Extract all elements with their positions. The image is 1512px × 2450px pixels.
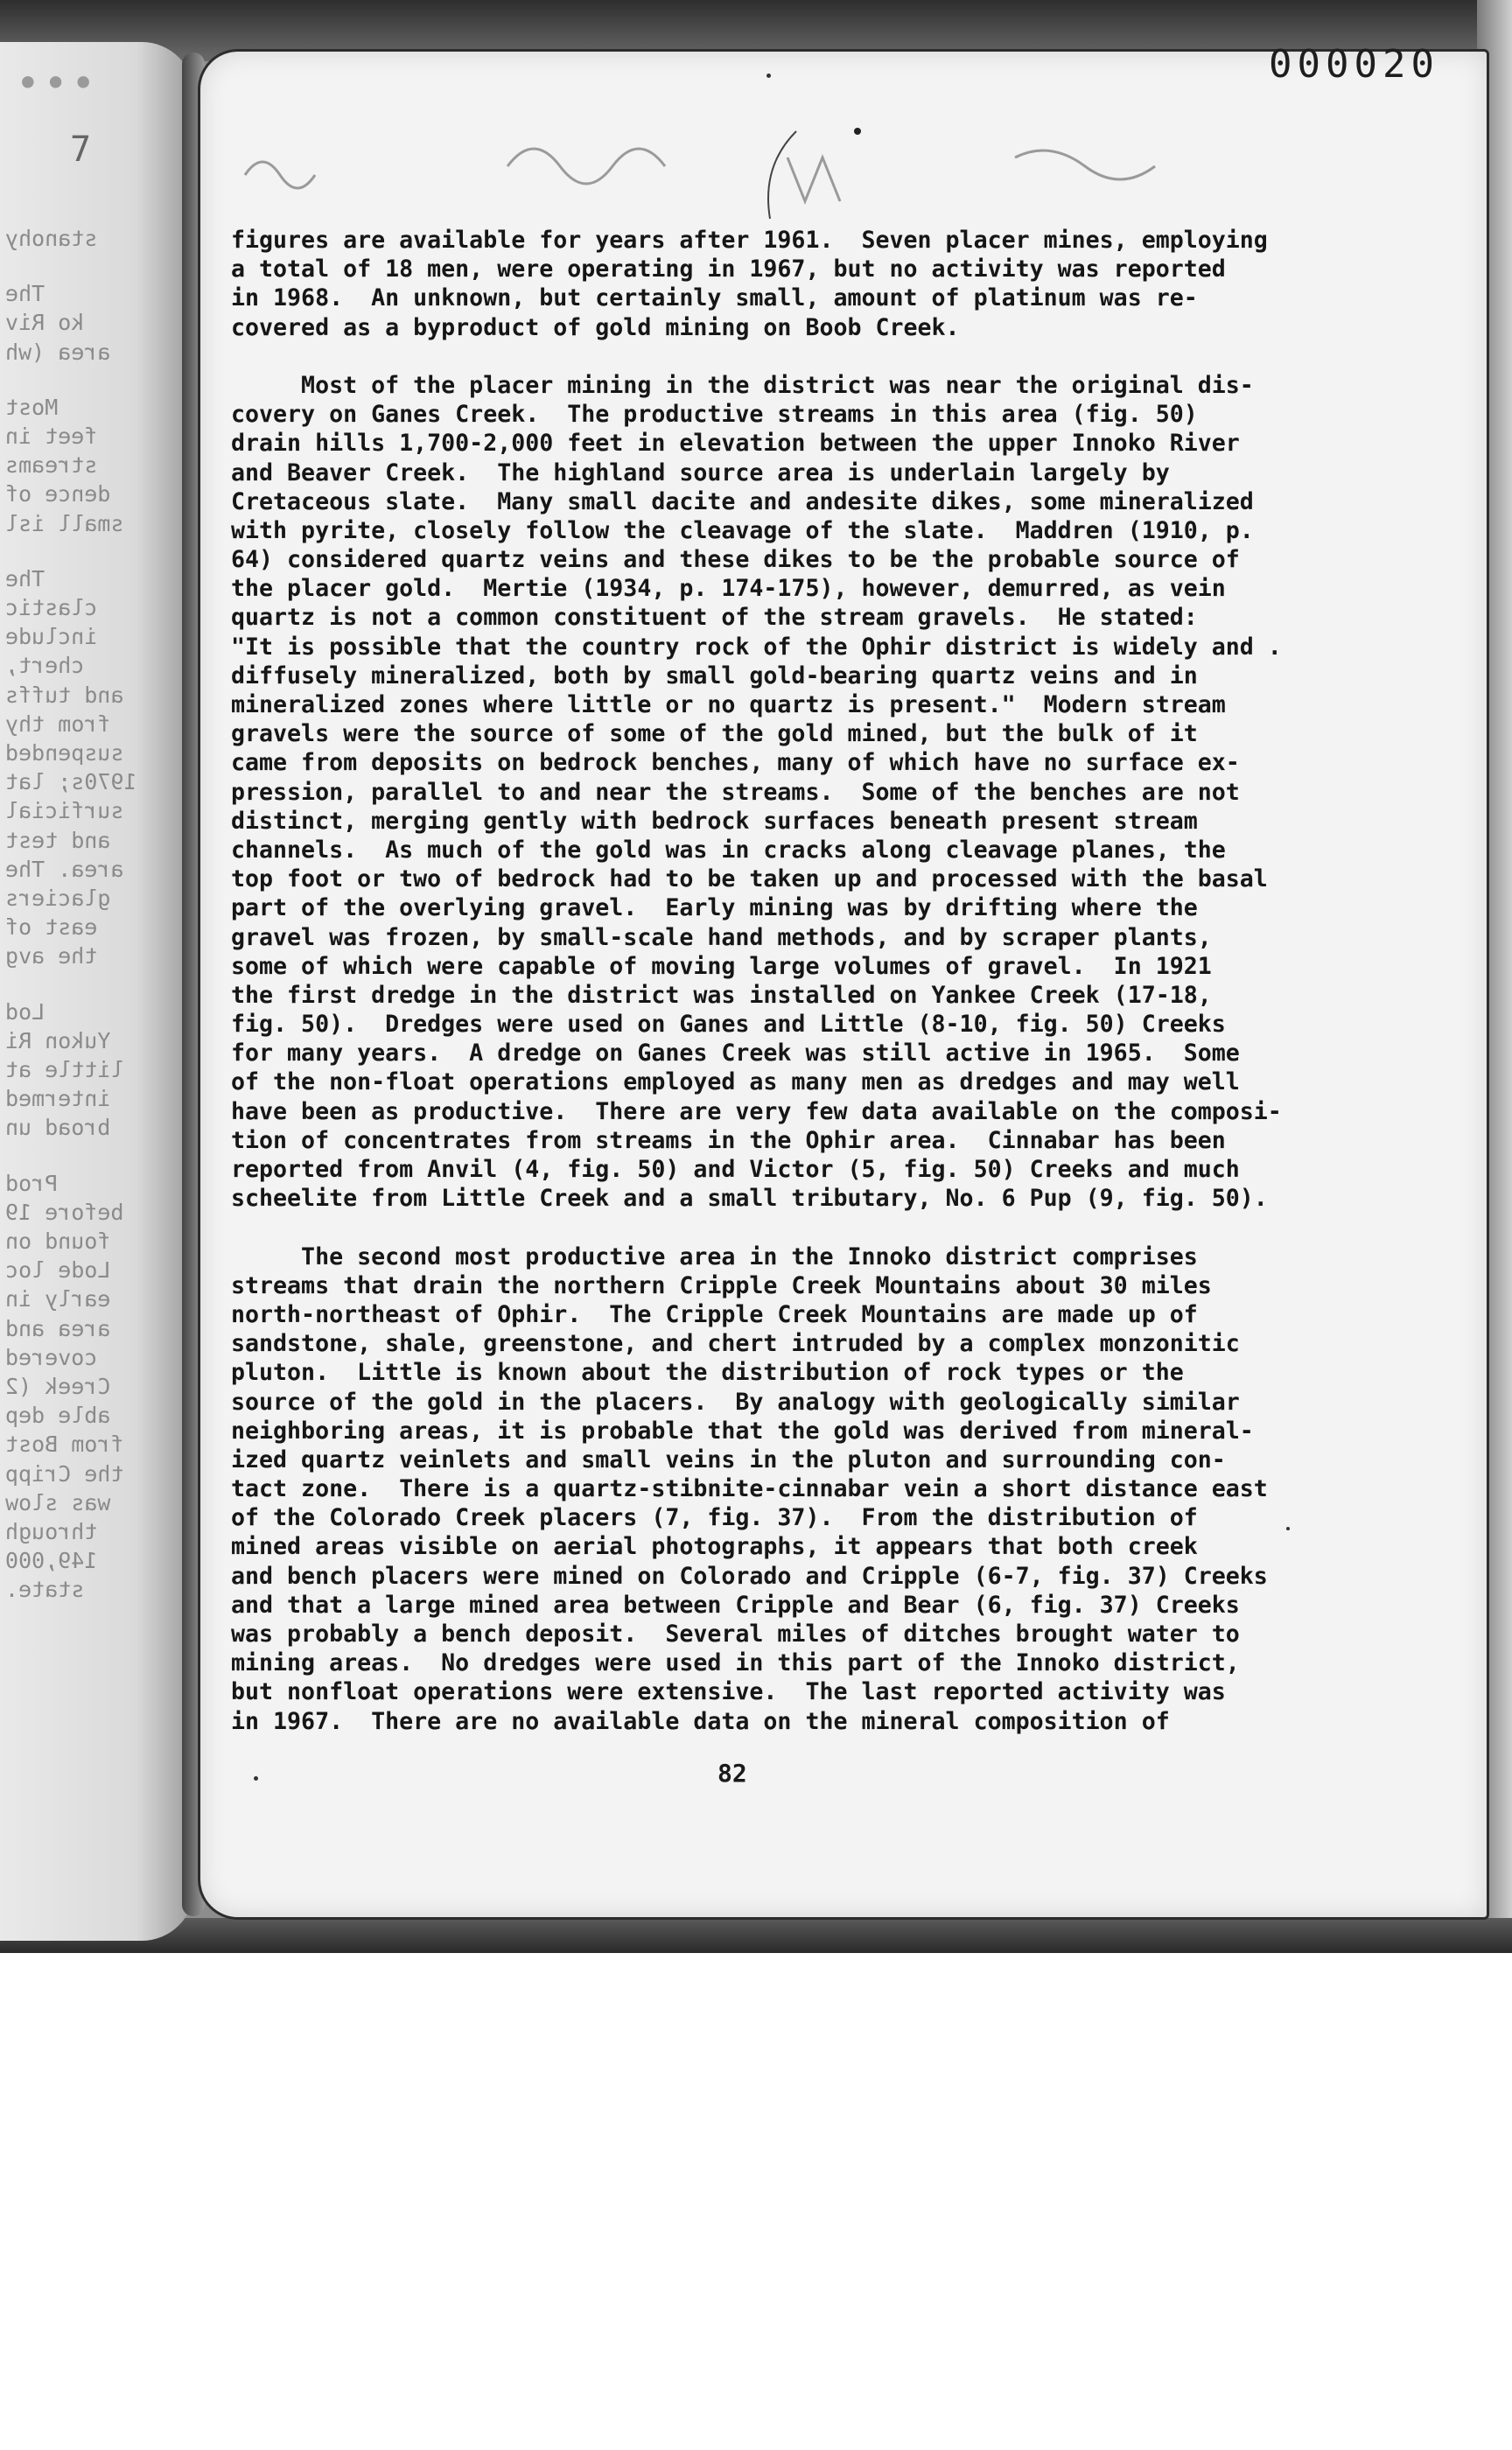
facing-page-fragment: found on <box>5 1228 111 1254</box>
facing-page-header-smudge: ••• <box>16 60 100 107</box>
text-line: neighboring areas, it is probable that the gold was derived from mineral- <box>231 1417 1254 1445</box>
text-line: for many years. A dredge on Ganes Creek was still active in 1965. Some <box>231 1040 1240 1068</box>
text-line: tion of concentrates from streams in the Ophir area. Cinnabar has been <box>231 1126 1226 1154</box>
facing-page-fragment: include <box>5 624 98 650</box>
facing-page-fragment: surficial <box>5 798 124 824</box>
text-line: streams that drain the northern Cripple Creek Mountains about 30 miles <box>231 1271 1212 1299</box>
text-line: ized quartz veinlets and small veins in the pluton and surrounding con- <box>231 1446 1226 1474</box>
text-line: a total of 18 men, were operating in 1967, but no activity was reported <box>231 256 1226 284</box>
text-line: gravels were the source of some of the gold mined, but the bulk of it <box>231 720 1198 748</box>
text-line: some of which were capable of moving large volumes of gravel. In 1921 <box>231 952 1212 980</box>
text-line: part of the overlying gravel. Early mining was by drifting where the <box>231 894 1198 922</box>
text-line: top foot or two of bedrock had to be taken up and processed with the basal <box>231 865 1268 893</box>
facing-page-fragment: 1970s; lat <box>5 769 137 795</box>
text-line: north-northeast of Ophir. The Cripple Creek Mountains are made up of <box>231 1300 1198 1328</box>
facing-page-fragment: and tuffs <box>5 682 124 708</box>
facing-page-fragment: intermed <box>5 1086 111 1112</box>
facing-page-fragment: east of <box>5 914 98 941</box>
facing-page-fragment: able dep <box>5 1403 111 1429</box>
text-line: and bench placers were mined on Colorado and Cripple (6-7, fig. 37) Creeks <box>231 1562 1268 1590</box>
facing-page-fragment: Creek (2 <box>5 1374 111 1399</box>
facing-page-fragment: chert, <box>5 653 85 679</box>
facing-page-fragment: Lode loc <box>5 1257 111 1284</box>
text-line: quartz is not a common constituent of the stream gravels. He stated: <box>231 604 1198 632</box>
text-line: The second most productive area in the Innoko district comprises <box>231 1242 1198 1270</box>
facing-page-fragment: area. The <box>5 856 124 882</box>
text-line: covered as a byproduct of gold mining on Boob Creek. <box>231 313 960 341</box>
facing-page-fragment: area and <box>5 1315 111 1341</box>
text-line: mining areas. No dredges were used in this part of the Innoko district, <box>231 1649 1240 1677</box>
facing-page-fragment: Prod <box>5 1170 59 1196</box>
text-line: fig. 50). Dredges were used on Ganes and Little (8-10, fig. 50) Creeks <box>231 1011 1226 1039</box>
text-line: tact zone. There is a quartz-stibnite-cinnabar vein a short distance east <box>231 1475 1268 1503</box>
facing-page-fragment: from thy <box>5 710 111 737</box>
text-line: sandstone, shale, greenstone, and chert intruded by a complex monzonitic <box>231 1330 1240 1358</box>
facing-page-fragment: broad un <box>5 1115 111 1141</box>
paragraph-gap <box>231 342 1412 371</box>
text-line: pluton. Little is known about the distribution of rock types or the <box>231 1359 1184 1387</box>
text-line: covery on Ganes Creek. The productive streams in this area (fig. 50) <box>231 401 1198 429</box>
text-line: pression, parallel to and near the streams. Some of the benches are not <box>231 778 1240 806</box>
facing-page-fragment: Yukon Ri <box>5 1027 111 1054</box>
text-line: channels. As much of the gold was in cracks along cleavage planes, the <box>231 836 1226 864</box>
facing-page-fragment: the Cripp <box>5 1460 124 1487</box>
scan-speck <box>254 1776 258 1781</box>
text-line: Cretaceous slate. Many small dacite and andesite dikes, some mineralized <box>231 487 1254 515</box>
facing-page-fragment: ko Riv <box>5 310 85 336</box>
facing-page-fragment: dence of <box>5 481 111 508</box>
facing-page-fragment: The <box>5 281 46 307</box>
facing-page-fragment: little at <box>5 1057 124 1082</box>
facing-page <box>0 42 194 1941</box>
facing-page-fragment: from Bost <box>5 1432 124 1458</box>
text-line: of the Colorado Creek placers (7, fig. 37). From the distribution of <box>231 1504 1198 1532</box>
document-body <box>231 226 1412 1736</box>
facing-page-fragment: state. <box>5 1577 85 1603</box>
facing-page-fragment: The <box>5 565 46 592</box>
text-line: "It is possible that the country rock of the Ophir district is widely and . <box>231 633 1282 661</box>
facing-page-fragment: feet in <box>5 424 98 449</box>
facing-page-fragment: before 19 <box>5 1199 124 1225</box>
facing-page-fragment: stanohy <box>5 226 98 251</box>
facing-page-fragment: 149,000 <box>5 1548 98 1574</box>
text-line: but nonfloat operations were extensive. The last reported activity was <box>231 1678 1226 1706</box>
text-line: scheelite from Little Creek and a small tributary, No. 6 Pup (9, fig. 50). <box>231 1185 1268 1213</box>
text-line: distinct, merging gently with bedrock surfaces beneath present stream <box>231 807 1198 835</box>
paragraph-gap <box>231 1213 1412 1242</box>
facing-page-fragment: Lod <box>5 998 46 1025</box>
facing-page-fragment: glaciers <box>5 886 111 911</box>
text-line: source of the gold in the placers. By analogy with geologically similar <box>231 1388 1240 1416</box>
bleed-through-marks <box>228 122 1225 228</box>
text-line: reported from Anvil (4, fig. 50) and Victor (5, fig. 50) Creeks and much <box>231 1156 1240 1183</box>
document-number: 000020 <box>1269 42 1439 87</box>
facing-page-fragment: and test <box>5 827 111 853</box>
scan-speck <box>1286 1527 1290 1530</box>
text-line: figures are available for years after 1961. Seven placer mines, employing <box>231 227 1268 254</box>
text-line: mined areas visible on aerial photographs, it appears that both creek <box>231 1533 1198 1561</box>
text-line: came from deposits on bedrock benches, many of which have no surface ex- <box>231 749 1240 777</box>
facing-page-fragment: the avg <box>5 943 98 970</box>
text-line: drain hills 1,700-2,000 feet in elevation between the upper Innoko River <box>231 430 1240 458</box>
text-line: and that a large mined area between Cripple and Bear (6, fig. 37) Creeks <box>231 1591 1240 1619</box>
facing-page-fragment: Most <box>5 394 59 420</box>
scan-speck <box>766 74 771 78</box>
facing-page-fragment: small isl <box>5 510 124 536</box>
text-line: and Beaver Creek. The highland source area is underlain largely by <box>231 458 1170 486</box>
facing-page-fragment: streams <box>5 452 98 479</box>
facing-page-fragment: was slow <box>5 1489 111 1516</box>
text-line: in 1967. There are no available data on the mineral composition of <box>231 1707 1170 1735</box>
facing-page-fragment: through <box>5 1519 98 1544</box>
text-line: diffusely mineralized, both by small gold-bearing quartz veins and in <box>231 662 1198 690</box>
scan-edge-bottom <box>0 1918 1512 1953</box>
page-number: 82 <box>718 1759 747 1788</box>
facing-page-fragment: early in <box>5 1286 111 1312</box>
text-line: the placer gold. Mertie (1934, p. 174-175), however, demurred, as vein <box>231 575 1226 603</box>
facing-page-fragment: suspended <box>5 740 124 766</box>
text-line: with pyrite, closely follow the cleavage of the slate. Maddren (1910, p. <box>231 516 1254 544</box>
text-line: Most of the placer mining in the district was near the original dis- <box>231 371 1254 399</box>
text-line: 64) considered quartz veins and these dikes to be the probable source of <box>231 546 1240 574</box>
text-line: gravel was frozen, by small-scale hand methods, and by scraper plants, <box>231 923 1212 951</box>
facing-page-fragment: covered <box>5 1344 98 1370</box>
text-line: of the non-float operations employed as many men as dredges and may well <box>231 1068 1240 1096</box>
text-line: was probably a bench deposit. Several miles of ditches brought water to <box>231 1620 1240 1648</box>
text-line: the first dredge in the district was installed on Yankee Creek (17-18, <box>231 981 1212 1009</box>
text-line: in 1968. An unknown, but certainly small, amount of platinum was re- <box>231 284 1198 312</box>
facing-page-fragment: clastic <box>5 595 98 620</box>
text-line: mineralized zones where little or no quartz is present." Modern stream <box>231 691 1226 718</box>
facing-page-fragment: area (wh <box>5 339 111 365</box>
text-line: have been as productive. There are very few data available on the composi- <box>231 1097 1282 1125</box>
facing-page-mark: 7 <box>70 130 92 170</box>
